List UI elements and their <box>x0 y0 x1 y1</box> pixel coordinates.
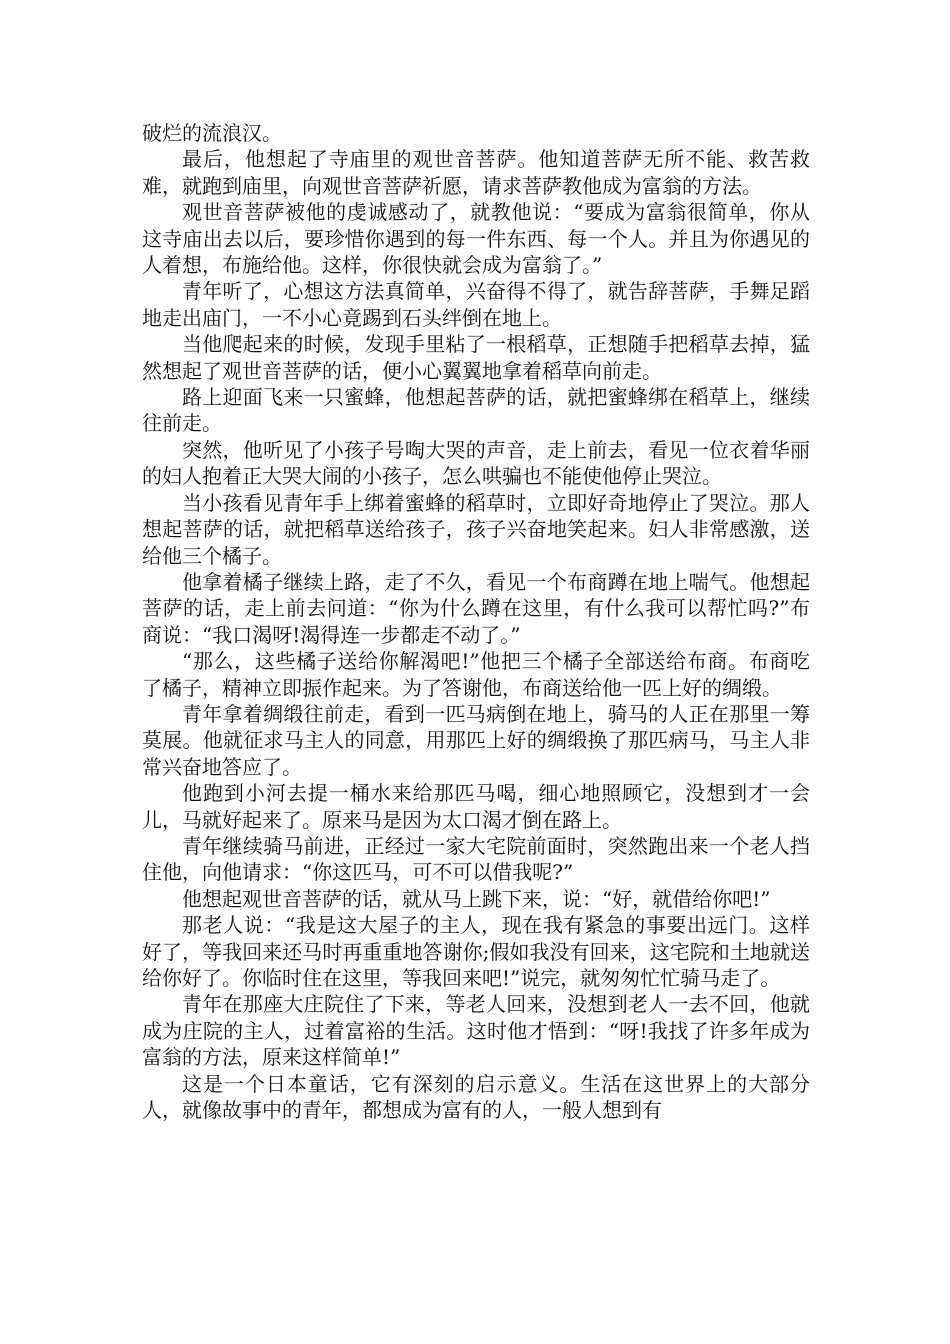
paragraph-2: 最后，他想起了寺庙里的观世音菩萨。他知道菩萨无所不能、救苦救难，就跑到庙里，向观世音菩萨祈愿，请求菩萨教他成为富翁的方法。 <box>142 147 810 198</box>
paragraph-14: 他想起观世音菩萨的话，就从马上跳下来，说：“好，就借给你吧!” <box>182 886 771 911</box>
paragraph-12: 他跑到小河去提一桶水来给那匹马喝，细心地照顾它，没想到才一会儿，马就好起来了。原来马是因为太口渴才倒在路上。 <box>142 781 810 832</box>
paragraph-11: 青年拿着绸缎往前走，看到一匹马病倒在地上，骑马的人正在那里一筹莫展。他就征求马主人的同意，用那匹上好的绸缎换了那匹病马，马主人非常兴奋地答应了。 <box>142 701 810 779</box>
paragraph-16: 青年在那座大庄院住了下来，等老人回来，没想到老人一去不回，他就成为庄院的主人，过着富裕的生活。这时他才悟到：“呀!我找了许多年成为富翁的方法，原来这样简单!” <box>142 992 810 1070</box>
paragraph-7: 突然，他听见了小孩子号啕大哭的声音，走上前去，看见一位衣着华丽的妇人抱着正大哭大闹的小孩子，怎么哄骗也不能使他停止哭泣。 <box>142 437 810 489</box>
paragraph-8: 当小孩看见青年手上绑着蜜蜂的稻草时，立即好奇地停止了哭泣。那人想起菩萨的话，就把稻草送给孩子，孩子兴奋地笑起来。妇人非常感激，送给他三个橘子。 <box>142 490 810 568</box>
paragraph-3: 观世音菩萨被他的虔诚感动了，就教他说：“要成为富翁很简单，你从这寺庙出去以后，要珍惜你遇到的每一件东西、每一个人。并且为你遇见的人着想，布施给他。这样，你很快就会成为富翁了。” <box>142 200 810 278</box>
paragraph-15: 那老人说：“我是这大屋子的主人，现在我有紧急的事要出远门。这样好了，等我回来还马时再重重地答谢你;假如我没有回来，这宅院和土地就送给你好了。你临时住在这里，等我回来吧!”说完，就匆匆忙忙骑马走了。 <box>142 913 810 990</box>
paragraph-1: 破烂的流浪汉。 <box>142 121 282 145</box>
paragraph-17: 这是一个日本童话，它有深刻的启示意义。生活在这世界上的大部分人，就像故事中的青年，都想成为富有的人，一般人想到有 <box>142 1071 810 1123</box>
paragraph-6: 路上迎面飞来一只蜜蜂，他想起菩萨的话，就把蜜蜂绑在稻草上，继续往前走。 <box>142 385 810 436</box>
paragraph-4: 青年听了，心想这方法真简单，兴奋得不得了，就告辞菩萨，手舞足蹈地走出庙门，一不小心竟踢到石头绊倒在地上。 <box>142 279 810 330</box>
paragraph-13: 青年继续骑马前进，正经过一家大宅院前面时，突然跑出来一个老人挡住他，向他请求：“你这匹马，可不可以借我呢?” <box>142 833 810 885</box>
paragraph-10: “那么，这些橘子送给你解渴吧!”他把三个橘子全部送给布商。布商吃了橘子，精神立即振作起来。为了答谢他，布商送给他一匹上好的绸缎。 <box>142 649 810 700</box>
paragraph-5: 当他爬起来的时候，发现手里粘了一根稻草，正想随手把稻草去掉，猛然想起了观世音菩萨的话，便小心翼翼地拿着稻草向前走。 <box>142 332 810 383</box>
paragraph-9: 他拿着橘子继续上路，走了不久，看见一个布商蹲在地上喘气。他想起菩萨的话，走上前去问道：“你为什么蹲在这里，有什么我可以帮忙吗?”布商说：“我口渴呀!渴得连一步都走不动了。” <box>142 569 810 647</box>
story-text <box>142 120 810 1123</box>
